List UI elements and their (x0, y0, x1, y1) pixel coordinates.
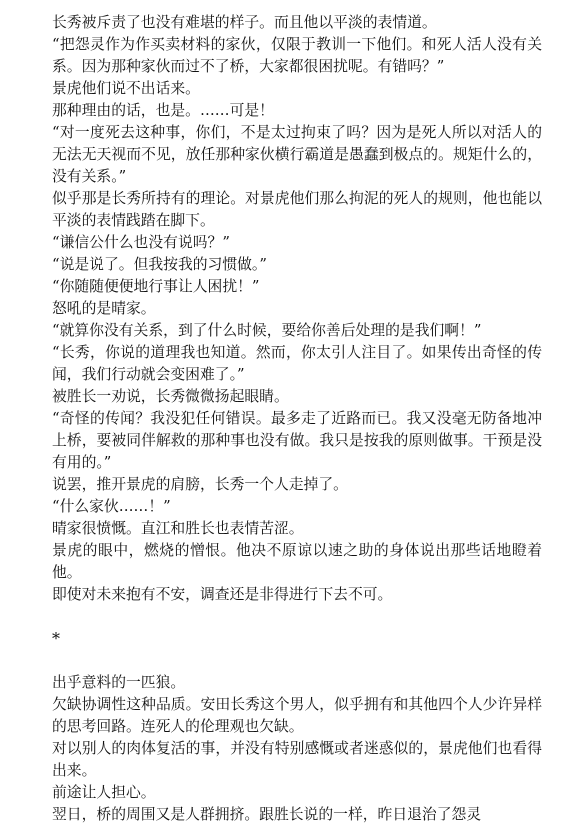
section-two (52, 672, 542, 826)
paragraph: “把怨灵作为作买卖材料的家伙，仅限于教训一下他们。和死人活人没有关系。因为那种家伙而过不了桥，大家都很困扰呢。有错吗？” (52, 36, 542, 75)
paragraph: 说罢，推开景虎的肩膀，长秀一个人走掉了。 (52, 476, 348, 493)
paragraph: “长秀，你说的道理我也知道。然而，你太引人注目了。如果传出奇怪的传闻，我们行动就会变困难了。” (52, 344, 542, 383)
paragraph: 长秀被斥责了也没有难堪的样子。而且他以平淡的表情道。 (52, 14, 437, 31)
paragraph: 被胜长一劝说，长秀微微扬起眼睛。 (52, 388, 289, 405)
paragraph: 对以别人的肉体复活的事，并没有特别感慨或者迷惑似的，景虎他们也看得出来。 (52, 740, 542, 779)
section-one (52, 12, 542, 606)
paragraph: 前途让人担心。 (52, 784, 156, 801)
paragraph: “说是说了。但我按我的习惯做。” (52, 256, 267, 273)
paragraph: 景虎的眼中，燃烧的憎恨。他决不原谅以速之助的身体说出那些话地瞪着他。 (52, 542, 542, 581)
document-page (52, 12, 542, 826)
paragraph: “你随随便便地行事让人困扰！” (52, 278, 260, 295)
paragraph: “就算你没有关系，到了什么时候，要给你善后处理的是我们啊！” (52, 322, 482, 339)
paragraph: 翌日，桥的周围又是人群拥挤。跟胜长说的一样，昨日退治了怨灵 (52, 806, 482, 823)
paragraph: 那种理由的话，也是。……可是！ (52, 102, 274, 119)
section-separator: * (52, 629, 60, 648)
paragraph: 出乎意料的一匹狼。 (52, 674, 186, 691)
paragraph: 欠缺协调性这种品质。安田长秀这个男人，似乎拥有和其他四个人少许异样的思考回路。连死人的伦理观也欠缺。 (52, 696, 542, 735)
paragraph: “对一度死去这种事，你们，不是太过拘束了吗？因为是死人所以对活人的无法无天视而不见，放任那种家伙横行霸道是愚蠢到极点的。规矩什么的，没有关系。” (52, 124, 542, 185)
paragraph: 怒吼的是晴家。 (52, 300, 156, 317)
paragraph: 晴家很愤慨。直江和胜长也表情苦涩。 (52, 520, 304, 537)
paragraph: 似乎那是长秀所持有的理论。对景虎他们那么拘泥的死人的规则，他也能以平淡的表情践踏在脚下。 (52, 190, 542, 229)
paragraph: “奇怪的传闻？我没犯任何错误。最多走了近路而已。我又没毫无防备地冲上桥，要被同伴解救的那种事也没有做。我只是按我的原则做事。干预是没有用的。” (52, 410, 542, 471)
paragraph: 景虎他们说不出话来。 (52, 80, 200, 97)
paragraph: “什么家伙……！” (52, 498, 171, 515)
paragraph: 即使对未来抱有不安，调查还是非得进行下去不可。 (52, 586, 393, 603)
paragraph: “谦信公什么也没有说吗？” (52, 234, 230, 251)
